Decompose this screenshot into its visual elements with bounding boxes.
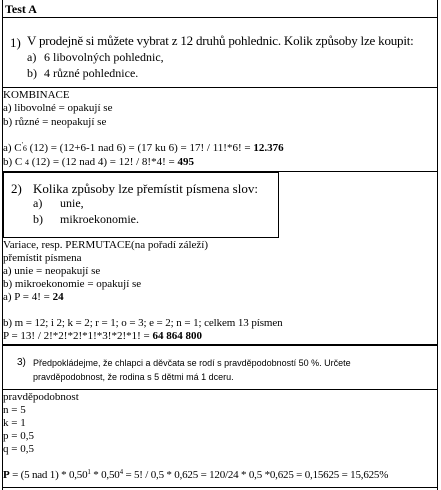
task2-option-b: mikroekonomie. xyxy=(60,212,139,226)
task1-divider xyxy=(2,87,438,88)
solution2-perm-a: a) P = 4! = 24 xyxy=(3,291,64,303)
solution1-line-a: a) libovolné = opakují se xyxy=(3,102,113,114)
solution2-line-1: Variace, resp. PERMUTACE(na pořadí záleží) xyxy=(3,239,208,251)
solution3-final: P = (5 nad $1) * 0,50^1 * 0,50^4 = 5$! / 0,5 * 0,625 = 120/24 * 0,5 *0,625 = 0,15625 = 15,625% xyxy=(3,468,389,481)
task1-option-a: 6 libovolných pohlednic, xyxy=(44,50,164,64)
page-bottom-border xyxy=(2,487,438,488)
task1-number: 1) xyxy=(10,35,21,50)
test-title: Test A xyxy=(5,2,37,16)
solution1-line-b: b) různé = neopakují se xyxy=(3,116,107,128)
solution1-calc-a: a) C'6 (12) = (12+6-1 nad 6) = (17 ku 6) = 17! / 11!*6! = 12.376 xyxy=(3,141,284,154)
task1-question: V prodejně si můžete vybrat z 12 druhů pohlednic. Kolik způsoby lze koupit: xyxy=(27,33,414,48)
solution2-perm-b: P = 13! / 2!*2!*2!*1!*3!*2!*1! = 64 864 800 xyxy=(3,330,202,342)
task2-option-a: unie, xyxy=(60,196,84,210)
solution2-line-4: b) mikroekonomie = opakují se xyxy=(3,278,142,290)
task1-option-a-letter: a) xyxy=(27,50,37,64)
page-right-border xyxy=(437,0,438,490)
solution2-result-b: 64 864 800 xyxy=(152,330,202,342)
solution1-result-b: 495 xyxy=(177,156,194,168)
task1-option-b: 4 různé pohlednice. xyxy=(44,66,139,80)
task2-question: Kolika způsoby lze přemístit písmena slov: xyxy=(33,181,258,196)
solution3-p: p = 0,5 xyxy=(3,430,34,442)
solution2-letters: b) m = 12; i 2; k = 2; r = 1; o = 3; e = 2; n = 1; celkem 13 písmen xyxy=(3,317,283,329)
task2-option-a-letter: a) xyxy=(33,196,43,210)
solution3-n: n = 5 xyxy=(3,404,26,416)
task3-divider xyxy=(2,389,438,390)
solution2-line-3: a) unie = neopakují se xyxy=(3,265,101,277)
task2-option-b-letter: b) xyxy=(33,212,43,226)
header-divider xyxy=(2,17,438,18)
solution2-line-2: přemístit písmena xyxy=(3,252,82,264)
task3-line-1: Předpokládejme, že chlapci a děvčata se rodí s pravděpodobností 50 %. Určete xyxy=(33,358,351,368)
solution2-result-a: 24 xyxy=(52,291,64,303)
solution2-divider xyxy=(2,344,438,346)
task3-line-2: pravděpodobnost, že rodina s 5 dětmi má 1 dceru. xyxy=(33,372,234,382)
solution1-heading: KOMBINACE xyxy=(3,89,70,101)
task2-number: 2) xyxy=(11,181,22,196)
solution1-result-a: 12.376 xyxy=(253,142,284,154)
task3-number: 3) xyxy=(17,357,26,368)
solution3-heading: pravděpodobnost xyxy=(3,391,79,403)
solution1-calc-b: b) C 4 (12) = (12 nad 4) = 12! / 8!*4! = 495 xyxy=(3,156,194,168)
task1-option-b-letter: b) xyxy=(27,66,37,80)
solution3-k: k = 1 xyxy=(3,417,26,429)
solution3-q: q = 0,5 xyxy=(3,443,34,455)
